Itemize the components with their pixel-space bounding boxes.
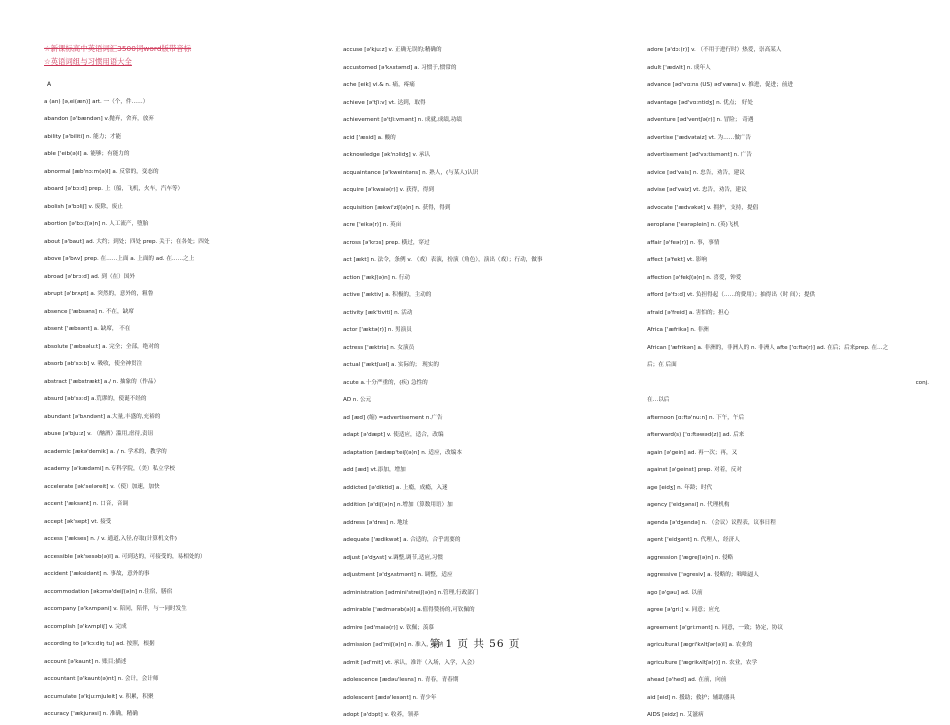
vocab-entry: access ['ækses] n. / v. 通道,入径,存取(计算机文件) bbox=[44, 536, 177, 542]
vocab-entry: actress ['æktris] n. 女演员 bbox=[343, 344, 415, 351]
vocab-entry: aboard [ə'bɔ:d] prep. 上（船，飞机，火车，汽车等） bbox=[44, 186, 184, 192]
vocab-entry: actor ['æktə(r)] n. 男演员 bbox=[343, 327, 412, 333]
vocab-entry: action ['ækʃ(ə)n] n. 行动 bbox=[343, 274, 410, 281]
vocab-entry: advertise ['ædvətaiz] vt. 为……做广告 bbox=[647, 134, 752, 141]
vocab-entry: adult ['ædʌlt] n. 成年人 bbox=[647, 64, 711, 71]
vocab-entry: agreement [ə'gri:mənt] n. 同意，一致；协定，协议 bbox=[647, 624, 784, 631]
vocab-entry: advance [əd'vɑ:ns (US) əd'væns] v. 推进，促进；前进 bbox=[647, 82, 793, 88]
vocab-entry: accelerate [ək'seləreit] v.（使）加速，加快 bbox=[44, 483, 160, 490]
vocab-entry: admit [əd'mit] vt. 承认，准许（入场，入学，入会） bbox=[343, 659, 478, 666]
vocab-entry: accessible [ək'sesəb(ə)l] a. 可到达的，可接受的，易相处的） bbox=[44, 553, 206, 560]
vocab-entry: abandon [ə'bændən] v.抛弃，舍弃，放弃 bbox=[44, 116, 154, 122]
vocab-entry: accumulate [ə'kju:mjuleit] v. 积累，积聚 bbox=[44, 693, 154, 700]
vocab-entry: afford [ə'fɔ:d] vt. 负担得起（……的费用）；抽得出（时 间）；提供 bbox=[647, 292, 816, 298]
entries-column-3 bbox=[647, 42, 937, 725]
vocab-entry: advocate ['ædvəkət] v. 拥护，支持，提倡 bbox=[647, 204, 759, 211]
vocab-entry: aggression ['ægreʃ(ə)n] n. 侵略 bbox=[647, 554, 734, 561]
vocab-entry: absurd [əb'sɜ:d] a.荒谬的，使诞不经的 bbox=[44, 396, 147, 402]
vocab-entry: active ['æktiv] a. 积极的，主动的 bbox=[343, 292, 432, 298]
vocab-entry: accomplish [ə'kʌmpliʃ] v. 完成 bbox=[44, 623, 127, 630]
vocab-entry: Africa ['æfrikə] n. 非洲 bbox=[647, 327, 709, 333]
vocab-entry: adolescence [ædəu'lesns] n. 青春，青春期 bbox=[343, 677, 459, 683]
vocab-entry: accept [ək'sept] vt. 接受 bbox=[44, 518, 112, 525]
vocab-entry: agenda [ə'dʒendə] n. （会议）议程表，议事日程 bbox=[647, 519, 776, 526]
vocab-entry: abroad [ə'brɔ:d] ad. 到（在）国外 bbox=[44, 273, 135, 280]
vocab-entry: add [æd] vt.添加，增加 bbox=[343, 467, 406, 473]
vocab-entry: 后；在 后面 bbox=[647, 362, 677, 368]
vocab-entry: affection [ə'fekʃ(ə)n] n. 喜爱，钟爱 bbox=[647, 274, 742, 281]
vocab-entry: admirable ['ædmərəb(ə)l] a.值得赞扬的,可钦佩的 bbox=[343, 607, 475, 613]
vocab-entry: accountant [ə'kaunt(ə)nt] n. 会计，会计师 bbox=[44, 676, 159, 682]
vocab-entry: activity [æk'tiviti] n. 活动 bbox=[343, 309, 413, 316]
vocab-entry: acre ['eikə(r)] n. 英亩 bbox=[343, 222, 402, 228]
document-subtitle: ☆英语词组与习惯用语大全 bbox=[44, 57, 132, 66]
column-1 bbox=[44, 42, 324, 724]
vocab-entry: ago [ə'gəu] ad. 以前 bbox=[647, 589, 703, 596]
vocab-entry: addicted [ə'diktid] a. 上瘾，成瘾，入迷 bbox=[343, 484, 448, 491]
vocab-entry: able ['eib(ə)l] a. 能够；有能力的 bbox=[44, 151, 130, 157]
vocab-entry: agriculture ['ægrikʌltʃə(r)] n. 农业，农学 bbox=[647, 659, 758, 666]
vocab-entry: adolescent [ædə'lesənt] n. 青少年 bbox=[343, 694, 437, 701]
column-2 bbox=[343, 42, 633, 725]
vocab-entry: admire [əd'maiə(r)] v. 钦佩；羡慕 bbox=[343, 624, 434, 631]
vocab-entry: acute a.十分严重的，(疾) 急性的 bbox=[343, 379, 428, 386]
column-3 bbox=[647, 42, 937, 725]
vocab-entry: accent ['æksənt] n. 口音，音调 bbox=[44, 501, 129, 507]
vocab-entry: aeroplane ['eərəplein] n. (英)飞机 bbox=[647, 222, 739, 228]
document-title: ☆新课标高中英语词汇3500词word版带音标 bbox=[44, 44, 192, 53]
vocab-entry: affair [ə'feə(r)] n. 事，事情 bbox=[647, 239, 720, 246]
vocab-entry: achieve [ə'tʃi:v] vt. 达到，取得 bbox=[343, 99, 426, 106]
vocab-entry: agree [ə'gri:] v. 同意；应允 bbox=[647, 607, 720, 613]
vocab-entry: acquire [ə'kwaiə(r)] v. 获得，得到 bbox=[343, 187, 434, 193]
vocab-entry: academic [ækə'demik] a. / n. 学术的，教学的 bbox=[44, 448, 167, 455]
vocab-entry: acquaintance [ə'kweintəns] n. 熟人，(与某人)认识 bbox=[343, 169, 479, 176]
vocab-entry: ache [eik] vi.& n. 痛，疼痛 bbox=[343, 82, 415, 88]
vocab-entry: administration [ədmini'streiʃ(ə)n] n.管理,行政部门 bbox=[343, 589, 479, 596]
vocab-entry: aid [eid] n. 援助；救护；辅助器具 bbox=[647, 694, 736, 701]
vocab-entry: accident ['æksidənt] n. 事故，意外的事 bbox=[44, 571, 150, 577]
vocab-entry: agricultural [ægri'kʌltʃər(ə)l] a. 农业的 bbox=[647, 642, 753, 648]
vocab-entry: adventure [əd'ventʃə(r)] n. 冒险； 奇遇 bbox=[647, 117, 754, 123]
vocab-entry: again [ə'gein] ad. 再一次；再，又 bbox=[647, 449, 738, 456]
vocab-entry: afternoon [ɑ:ftə'nu:n] n. 下午，午后 bbox=[647, 414, 745, 421]
vocab-entry: abundant [ə'bʌndənt] a.大量,丰盛的,充裕的 bbox=[44, 413, 161, 420]
vocab-entry: afraid [ə'freid] a. 害怕的；担心 bbox=[647, 309, 730, 316]
vocab-entry: abortion [ə'bɔ:ʃ(ə)n] n. 人工流产，堕胎 bbox=[44, 221, 149, 227]
vocab-entry: African ['æfrikən] a. 非洲的，非洲人的 n. 非洲人 afte ['ɑ:ftə(r)] ad. 在后；后来prep. 在…之 bbox=[647, 344, 889, 351]
vocab-entry: adjustment [ə'dʒʌstmənt] n. 调整，适应 bbox=[343, 572, 453, 578]
vocab-entry: accuse [ə'kju:z] v. 正确无误的;精确的 bbox=[343, 47, 442, 53]
vocab-entry: adapt [ə'dæpt] v. 使适应，适合，改编 bbox=[343, 432, 444, 438]
vocab-entry: act [ækt] n. 法令，条例 v. （戏）表演，扮演（角色），演出（戏）；行动，做事 bbox=[343, 257, 543, 263]
page-footer: 第 1 页 共 56 页 bbox=[429, 638, 521, 650]
vocab-entry: advise [əd'vaiz] vt. 忠告，劝告，建议 bbox=[647, 187, 747, 193]
vocab-entry: accuracy ['ækjurəsi] n. 准确，精确 bbox=[44, 711, 138, 717]
vocab-entry: agency ['eidʒənsi] n. 代理机构 bbox=[647, 502, 730, 508]
vocab-entry: actual ['æktʃuəl] a. 实际的； 现实的 bbox=[343, 362, 439, 368]
vocab-entry: absorb [əb'sɔ:b] v. 吸收，使全神贯注 bbox=[44, 361, 143, 367]
vocab-entry: above [ə'bʌv] prep. 在……上面 a. 上面的 ad. 在……之上 bbox=[44, 256, 195, 262]
vocab-entry: afterward(s) ['ɑ:ftəwəd(z)] ad. 后来 bbox=[647, 432, 745, 438]
vocab-entry: admission [əd'miʃ(ə)n] n. 准入，接纳 bbox=[343, 642, 444, 648]
vocab-entry: ad [æd] (缩) =advertisement n.广告 bbox=[343, 414, 443, 421]
vocab-entry: affect [ə'fekt] vt. 影响 bbox=[647, 257, 707, 263]
vocab-entry: absolute ['æbsəlu:t] a. 完全；全部，绝对的 bbox=[44, 343, 160, 350]
vocab-entry: adjust [ə'dʒʌst] v.调整,调节,适应,习惯 bbox=[343, 554, 444, 561]
vocab-entry: across [ə'krɔs] prep. 横过，穿过 bbox=[343, 239, 430, 246]
vocab-entry: accustomed [ə'kʌstəmd] a. 习惯于,惯常的 bbox=[343, 64, 457, 71]
vocab-entry: abrupt [ə'brʌpt] a. 突然的，意外的，粗鲁 bbox=[44, 291, 154, 297]
vocab-entry: advantage [əd'vɑ:ntidʒ] n. 优点； 好处 bbox=[647, 99, 753, 106]
vocab-entry: accommodation [əkɔmə'deiʃ(ə)n] n.住宿，膳宿 bbox=[44, 588, 173, 595]
vocab-entry: abstract ['æbstrækt] a./ n. 抽象的（作品） bbox=[44, 378, 160, 385]
vocab-entry: advice [əd'vais] n. 忠告，劝告，建议 bbox=[647, 169, 745, 176]
vocab-entry: adequate ['ædikwət] a. 合适的，合乎需要的 bbox=[343, 537, 461, 543]
vocab-entry: adore [ə'dɔ:(r)] v. （不用于进行时）热爱，崇高某人 bbox=[647, 47, 782, 53]
vocab-entry: abnormal [æb'nɔ:m(ə)l] a. 反常的，变态的 bbox=[44, 168, 159, 175]
vocab-entry: account [ə'kaunt] n. 账目;描述 bbox=[44, 658, 127, 665]
vocab-entry: adaptation [ædæp'teiʃ(ə)n] n. 适应，改编本 bbox=[343, 449, 462, 456]
vocab-entry: absent ['æbsənt] a. 缺席， 不在 bbox=[44, 326, 131, 332]
vocab-entry: accompany [ə'kʌmpəni] v. 陪同，陪伴，与一同时发生 bbox=[44, 606, 187, 612]
vocab-entry: against [ə'geinst] prep. 对着，反对 bbox=[647, 467, 742, 473]
section-letter: A bbox=[47, 81, 52, 88]
vocab-entry: absence ['æbsəns] n. 不在，缺席 bbox=[44, 308, 134, 315]
vocab-entry: acknowledge [ək'nɔlidʒ] v. 承认 bbox=[343, 152, 431, 158]
vocab-entry: age [eidʒ] n. 年龄；时代 bbox=[647, 484, 713, 491]
vocab-entry: agent ['eidʒənt] n. 代理人，经济人 bbox=[647, 537, 740, 543]
vocab-entry: academy [ə'kædəmi] n.专科学院，（美）私立学校 bbox=[44, 466, 175, 472]
vocab-entry: abolish [ə'bɔliʃ] v. 废除，废止 bbox=[44, 203, 123, 210]
vocab-entry: ahead [ə'hed] ad. 在前，向前 bbox=[647, 677, 727, 683]
entries-column-1 bbox=[44, 94, 324, 724]
vocab-entry: advertisement [əd'vɜ:tismənt] n. 广告 bbox=[647, 152, 752, 158]
vocab-entry: acquisition [ækwi'ziʃ(ə)n] n. 获得，得到 bbox=[343, 204, 451, 211]
vocab-entry: AIDS [eidz] n. 艾滋病 bbox=[647, 712, 704, 718]
vocab-entry: address [ə'dres] n. 地址 bbox=[343, 519, 409, 526]
vocab-entry: abuse [ə'bju:z] v. （酗酒）滥用,虐待,责诅 bbox=[44, 431, 154, 437]
vocab-entry: addition [ə'diʃ(ə)n] n.增加（算数用语）加 bbox=[343, 502, 453, 508]
vocab-entry: according to [ə'kɔ:diŋ tu] ad. 按照，根据 bbox=[44, 641, 155, 647]
vocab-entry: AD n. 公元 bbox=[343, 397, 372, 403]
vocab-entry: 在…以后 bbox=[647, 397, 670, 403]
vocab-entry: conj. bbox=[915, 379, 929, 386]
vocab-entry: ability [ə'biliti] n. 能力；才能 bbox=[44, 133, 122, 140]
vocab-entry: achievement [ə'tʃi:vmənt] n. 成就,成绩,功绩 bbox=[343, 117, 462, 123]
vocab-entry: a (an) [ə,ei(æn)] art. 一（个，件……） bbox=[44, 98, 149, 105]
entries-column-2 bbox=[343, 42, 633, 725]
vocab-entry: adopt [ə'dɔpt] v. 收养，领养 bbox=[343, 712, 419, 718]
vocab-entry: acid ['æsid] a. 酸的 bbox=[343, 134, 396, 141]
vocab-entry: aggressive ['əgresiv] a. 侵略的；咄咄逼人 bbox=[647, 572, 759, 578]
vocab-entry: about [ə'baut] ad. 大约；到处；四处 prep. 关于；在各处；四处 bbox=[44, 238, 210, 245]
